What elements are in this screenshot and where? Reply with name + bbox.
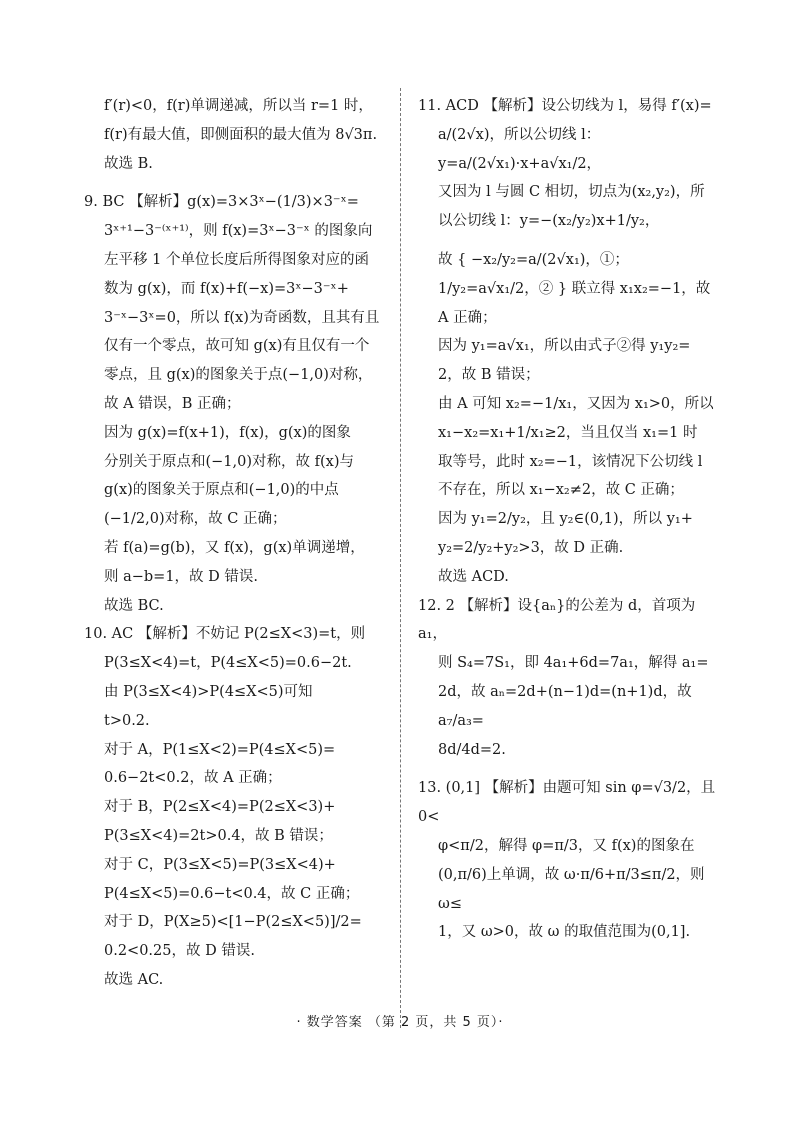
left-column [84, 92, 389, 995]
text-line: 因为 g(x)=f(x+1)，f(x)，g(x)的图象 [104, 424, 351, 441]
text-line: 因为 y₁=a√x₁，所以由式子②得 y₁y₂= [438, 338, 691, 355]
text-line: 取等号，此时 x₂=−1，该情况下公切线 l [438, 453, 703, 470]
line-gap [418, 764, 723, 774]
text-line: 2d，故 aₙ=2d+(n−1)d=(n+1)d，故a₇/a₃= [438, 683, 692, 729]
text-line: 0.6−2t<0.2，故 A 正确； [104, 770, 282, 787]
text-line: 不存在，所以 x₁−x₂≠2，故 C 正确； [438, 482, 684, 499]
text-line: 由 A 可知 x₂=−1/x₁，又因为 x₁>0，所以 [438, 395, 714, 412]
text-line: 又因为 l 与圆 C 相切，切点为(x₂,y₂)，所 [438, 184, 705, 201]
text-line: 故 { −x₂/y₂=a/(2√x₁)，①；1/y₂=a√x₁/2，② } 联立得 x₁x₂=−1，故 [438, 251, 711, 297]
text-line: f′(r)<0，f(r)单调递减，所以当 r=1 时， [104, 98, 373, 114]
text-line: 因为 y₁=2/y₂，且 y₂∈(0,1)，所以 y₁+ [438, 511, 693, 528]
text-line: φ<π/2，解得 φ=π/3，又 f(x)的图象在 [438, 837, 695, 854]
text-line: P(3≤X<4)=t，P(4≤X<5)=0.6−2t. [104, 655, 352, 672]
text-line: 故选 B. [104, 155, 153, 172]
text-line: A 正确； [438, 309, 497, 326]
page-footer: · 数学答案 （第 2 页，共 5 页）· [296, 1015, 504, 1030]
right-column [418, 92, 723, 947]
text-line: 对于 B，P(2≤X<4)=P(2≤X<3)+ [104, 799, 336, 816]
text-line: (0,π/6)上单调，故 ω·π/6+π/3≤π/2，则 ω≤ [438, 866, 705, 912]
text-line: 仅有一个零点，故可知 g(x)有且仅有一个 [104, 338, 370, 355]
text-line: 9. BC 【解析】g(x)=3×3ˣ−(1/3)×3⁻ˣ= [84, 194, 359, 211]
text-line: x₁−x₂=x₁+1/x₁≥2，当且仅当 x₁=1 时 [438, 424, 698, 441]
text-line: 3ˣ⁺¹−3⁻⁽ˣ⁺¹⁾，则 f(x)=3ˣ−3⁻ˣ 的图象向 [104, 223, 373, 240]
text-line: 故 A 错误，B 正确； [104, 395, 241, 412]
text-line: (−1/2,0)对称，故 C 正确； [104, 511, 287, 528]
text-line: 对于 D，P(X≥5)<[1−P(2≤X<5)]/2= [104, 914, 362, 931]
text-line: 则 a−b=1，故 D 错误. [104, 568, 259, 585]
text-line: 13. (0,1] 【解析】由题可知 sin φ=√3/2，且 0< [418, 780, 716, 826]
text-line: P(3≤X<4)=2t>0.4，故 B 错误； [104, 827, 333, 844]
text-line: 3⁻ˣ−3ˣ=0，所以 f(x)为奇函数，且其有且 [104, 309, 380, 326]
text-line: 2，故 B 错误； [438, 367, 540, 384]
text-line: 若 f(a)=g(b)，又 f(x)，g(x)单调递增， [104, 539, 365, 556]
text-line: 故选 ACD. [438, 568, 509, 585]
text-line: 则 S₄=7S₁，即 4a₁+6d=7a₁，解得 a₁= [438, 655, 709, 672]
text-line: 对于 C，P(3≤X<5)=P(3≤X<4)+ [104, 856, 336, 873]
text-line: 以公切线 l：y=−(x₂/y₂)x+1/y₂， [438, 213, 660, 230]
line-gap [84, 178, 389, 188]
line-gap [418, 236, 723, 246]
text-line: 10. AC 【解析】不妨记 P(2≤X<3)=t，则 [84, 626, 366, 643]
text-line: a/(2√x)，所以公切线 l：y=a/(2√x₁)·x+a√x₁/2， [438, 126, 602, 172]
text-line: 故选 AC. [104, 971, 164, 988]
text-line: P(4≤X<5)=0.6−t<0.4，故 C 正确； [104, 885, 360, 902]
text-line: 12. 2 【解析】设{aₙ}的公差为 d，首项为 a₁， [418, 597, 696, 643]
text-line: 11. ACD 【解析】设公切线为 l，易得 f′(x)= [418, 98, 712, 114]
text-line: 左平移 1 个单位长度后所得图象对应的函 [104, 251, 369, 268]
text-line: 0.2<0.25，故 D 错误. [104, 943, 255, 960]
text-line: t>0.2. [104, 712, 150, 729]
column-divider [400, 88, 401, 1028]
text-line: g(x)的图象关于原点和(−1,0)的中点 [104, 482, 339, 499]
text-line: 故选 BC. [104, 597, 164, 614]
text-line: y₂=2/y₂+y₂>3，故 D 正确. [438, 539, 624, 556]
text-line: 分别关于原点和(−1,0)对称，故 f(x)与 [104, 453, 354, 470]
text-line: 数为 g(x)，而 f(x)+f(−x)=3ˣ−3⁻ˣ+ [104, 280, 349, 297]
text-line: 8d/4d=2. [438, 741, 506, 758]
text-line: 由 P(3≤X<4)>P(4≤X<5)可知 [104, 683, 313, 700]
text-line: 1，又 ω>0，故 ω 的取值范围为(0,1]. [438, 924, 691, 941]
text-line: 对于 A，P(1≤X<2)=P(4≤X<5)= [104, 741, 336, 758]
text-line: 零点，且 g(x)的图象关于点(−1,0)对称， [104, 367, 373, 384]
text-line: f(r)有最大值，即侧面积的最大值为 8√3π. [104, 126, 378, 143]
